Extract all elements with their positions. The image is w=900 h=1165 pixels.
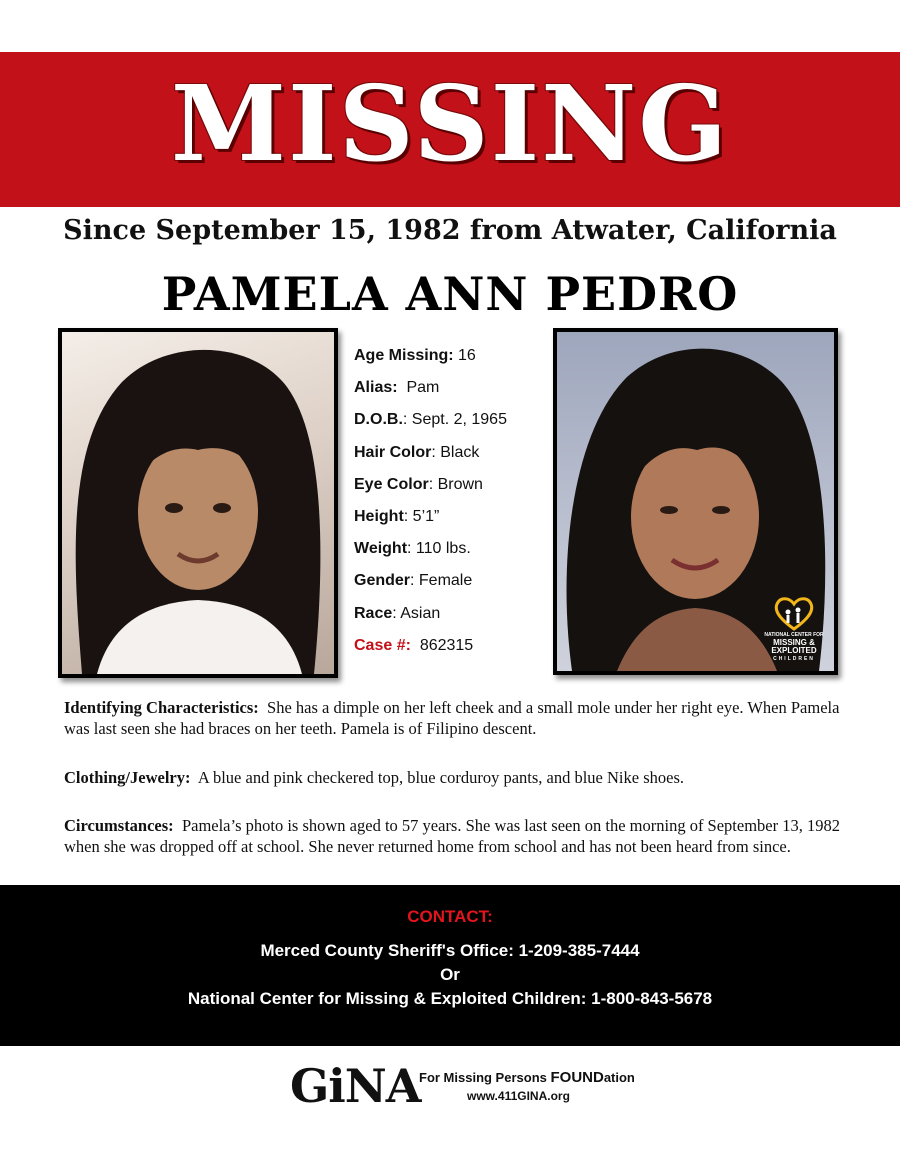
banner-title: MISSING [170, 62, 730, 185]
missing-banner [0, 52, 900, 207]
paragraph-label: Clothing/Jewelry: [64, 768, 191, 787]
paragraph-label: Identifying Characteristics: [64, 698, 259, 717]
detail-hair-color [354, 439, 544, 471]
contact-sheriff-phone: Merced County Sheriff's Office: 1-209-385-7444 [260, 941, 640, 960]
contact-block [0, 885, 900, 1046]
paragraph-text: Pamela’s photo is shown aged to 57 years. She was last seen on the morning of September 13, 1982 when she was dropped off at school. She never returned home from school and has not been heard from since. [64, 816, 840, 856]
detail-value: 862315 [419, 636, 474, 654]
detail-age-missing [354, 342, 544, 374]
detail-label: D.O.B. [354, 411, 403, 429]
missing-person-name: PAMELA ANN PEDRO [161, 267, 739, 321]
detail-weight [354, 535, 544, 567]
identifying-characteristics [64, 697, 844, 739]
detail-value: : Brown [428, 475, 483, 493]
gina-tagline [419, 1070, 635, 1086]
detail-value: Pam [406, 379, 440, 397]
tagline-text: For Missing Persons [419, 1070, 551, 1085]
ncmec-logo-line: CHILDREN [773, 656, 815, 662]
detail-eye-color [354, 471, 544, 503]
paragraph-text: She has a dimple on her left cheek and a small mole under her right eye. When Pamela was last seen she had braces on her teeth. Pamela is of Filipino descent. [64, 698, 840, 738]
detail-label: Alias: [354, 379, 398, 397]
detail-label: Case #: [354, 636, 411, 654]
detail-alias [354, 374, 544, 406]
detail-value: 16 [458, 347, 476, 364]
tagline-found: FOUND [550, 1069, 604, 1086]
footer [0, 1060, 900, 1120]
detail-label: Hair Color [354, 443, 432, 461]
detail-value: : Female [410, 572, 473, 590]
gina-url: www.411GINA.org [467, 1089, 570, 1103]
tagline-ation: ation [603, 1070, 635, 1085]
detail-case-number [354, 632, 544, 664]
detail-value: : Sept. 2, 1965 [402, 411, 507, 429]
detail-label: Weight [354, 540, 408, 558]
ncmec-logo-line: NATIONAL CENTER FOR [764, 632, 824, 638]
age-progressed-photo [553, 328, 838, 675]
detail-label: Age Missing: [354, 347, 454, 364]
detail-label: Race [354, 604, 393, 622]
ncmec-logo [760, 597, 828, 667]
circumstances [64, 815, 844, 857]
detail-label: Eye Color [354, 475, 429, 493]
contact-heading: CONTACT: [407, 907, 493, 926]
contact-ncmec-phone: National Center for Missing & Exploited Children: 1-800-843-5678 [187, 989, 713, 1008]
detail-race [354, 600, 544, 632]
gina-logo: GiNA [290, 1059, 421, 1113]
detail-value: : 5’1” [403, 507, 440, 525]
ncmec-logo-line: EXPLOITED [771, 646, 817, 655]
clothing-jewelry [64, 767, 844, 788]
ncmec-heart-icon [774, 597, 814, 631]
detail-dob [354, 406, 544, 438]
detail-label: Gender [354, 572, 411, 590]
paragraph-label: Circumstances: [64, 816, 174, 835]
details-list [354, 342, 544, 664]
detail-height [354, 503, 544, 535]
detail-gender [354, 567, 544, 599]
paragraph-text: A blue and pink checkered top, blue corduroy pants, and blue Nike shoes. [197, 768, 684, 787]
ncmec-logo-line: MISSING & [773, 638, 815, 647]
portrait-young-image [62, 332, 334, 674]
detail-label: Height [354, 507, 404, 525]
detail-value: : 110 lbs. [407, 540, 471, 558]
detail-value: : Black [431, 443, 480, 461]
contact-or: Or [440, 965, 460, 984]
missing-since-line: Since September 15, 1982 from Atwater, California [63, 215, 837, 246]
photo-at-time-missing [58, 328, 338, 678]
detail-value: : Asian [392, 604, 441, 622]
